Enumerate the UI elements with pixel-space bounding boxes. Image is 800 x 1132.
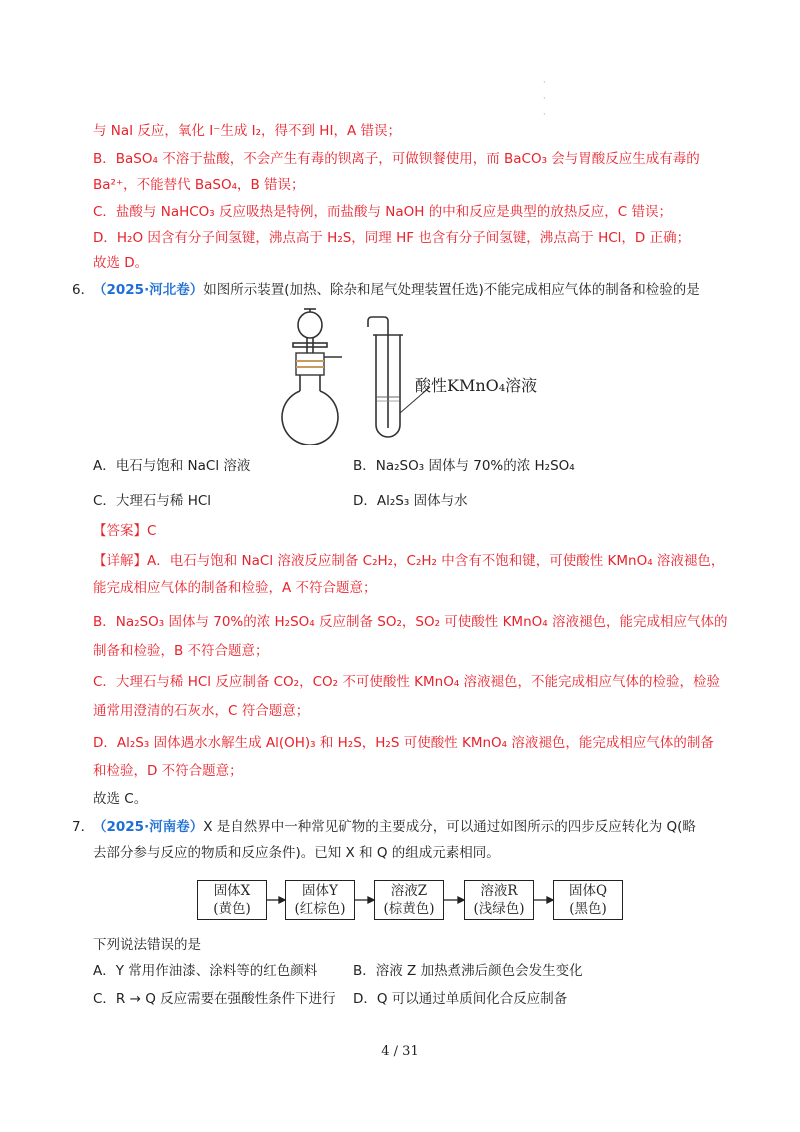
option-b: B．溶液 Z 加热煮沸后颜色会发生变化 — [353, 963, 583, 979]
arrow-right-icon — [547, 897, 553, 903]
question-text: 如图所示装置(加热、除杂和尾气处理装置任选)不能完成相应气体的制备和检验的是 — [203, 282, 700, 298]
explanation-line: 制备和检验，B 不符合题意； — [93, 643, 269, 659]
scan-dot: · — [543, 78, 546, 87]
option-b: B．Na₂SO₃ 固体与 70%的浓 H₂SO₄ — [353, 458, 575, 474]
apparatus-figure — [260, 305, 580, 445]
flow-box-r: 溶液R (浅绿色) — [464, 880, 534, 920]
stopper — [296, 353, 324, 375]
explanation-line: 通常用澄清的石灰水，C 符合题意； — [93, 703, 310, 719]
prev-answer-line: 与 NaI 反应，氧化 I⁻生成 I₂，得不到 HI，A 错误； — [93, 123, 401, 139]
question-number: 7． — [72, 819, 95, 835]
prev-answer-conclusion: 故选 D。 — [93, 255, 149, 271]
option-c: C．大理石与稀 HCl — [93, 493, 212, 509]
option-c: C．R → Q 反应需要在强酸性条件下进行 — [93, 991, 336, 1007]
question-text-cont: 去部分参与反应的物质和反应条件)。已知 X 和 Q 的组成元素相同。 — [93, 845, 500, 861]
question-source: （2025·河北卷） — [93, 282, 204, 298]
prev-answer-line: C．盐酸与 NaHCO₃ 反应吸热是特例，而盐酸与 NaOH 的中和反应是典型的放热反应，C 错误； — [93, 204, 672, 220]
explanation-line: D．Al₂S₃ 固体遇水水解生成 Al(OH)₃ 和 H₂S，H₂S 可使酸性 KMnO₄ 溶液褪色，能完成相应气体的制备 — [93, 735, 714, 751]
page-number: 4 / 31 — [381, 1044, 419, 1059]
flow-box-x: 固体X (黄色) — [197, 880, 267, 920]
explanation-conclusion: 故选 C。 — [93, 791, 148, 807]
explanation-line: B．Na₂SO₃ 固体与 70%的浓 H₂SO₄ 反应制备 SO₂，SO₂ 可使酸性 KMnO₄ 溶液褪色，能完成相应气体的 — [93, 614, 728, 630]
explanation-line: 【详解】A．电石与饱和 NaCl 溶液反应制备 C₂H₂，C₂H₂ 中含有不饱和键，可使酸性 KMnO₄ 溶液褪色， — [93, 553, 725, 569]
answer-label: 【答案】C — [93, 523, 157, 539]
option-a: A．电石与饱和 NaCl 溶液 — [93, 458, 251, 474]
option-d: D．Q 可以通过单质间化合反应制备 — [353, 991, 568, 1007]
explanation-line: 和检验，D 不符合题意； — [93, 763, 243, 779]
scan-dot: · — [543, 94, 546, 103]
scan-dot: · — [543, 110, 546, 119]
option-a: A．Y 常用作油漆、涂料等的红色颜料 — [93, 963, 318, 979]
question-stem — [93, 280, 700, 300]
prev-answer-line: D．H₂O 因含有分子间氢键，沸点高于 H₂S，同理 HF 也含有分子间氢键，沸点高于 HCl，D 正确； — [93, 230, 691, 246]
flow-box-z: 溶液Z (棕黄色) — [374, 880, 444, 920]
arrow-right-icon — [458, 897, 464, 903]
explanation-line: C．大理石与稀 HCl 反应制备 CO₂，CO₂ 不可使酸性 KMnO₄ 溶液褪色，不能完成相应气体的检验，检验 — [93, 674, 721, 690]
prev-answer-line: B．BaSO₄ 不溶于盐酸，不会产生有毒的钡离子，可做钡餐使用，而 BaCO₃ 会与胃酸反应生成有毒的 — [93, 151, 700, 167]
flow-box-q: 固体Q (黑色) — [553, 880, 623, 920]
option-d: D．Al₂S₃ 固体与水 — [353, 493, 468, 509]
question-source: （2025·河南卷） — [93, 819, 204, 835]
round-bottom-flask-icon — [282, 375, 338, 445]
arrow-right-icon — [279, 897, 285, 903]
flow-box-y: 固体Y (红棕色) — [285, 880, 355, 920]
question-stem — [93, 817, 696, 837]
prev-answer-line: Ba²⁺，不能替代 BaSO₄，B 错误； — [93, 177, 305, 193]
solution-label: 酸性KMnO₄溶液 — [415, 376, 538, 395]
question-prompt: 下列说法错误的是 — [93, 937, 201, 953]
flow-arrows — [0, 890, 800, 910]
question-number: 6． — [72, 282, 95, 298]
explanation-line: 能完成相应气体的制备和检验，A 不符合题意； — [93, 580, 377, 596]
arrow-right-icon — [368, 897, 374, 903]
question-text: X 是自然界中一种常见矿物的主要成分，可以通过如图所示的四步反应转化为 Q(略 — [203, 819, 696, 835]
